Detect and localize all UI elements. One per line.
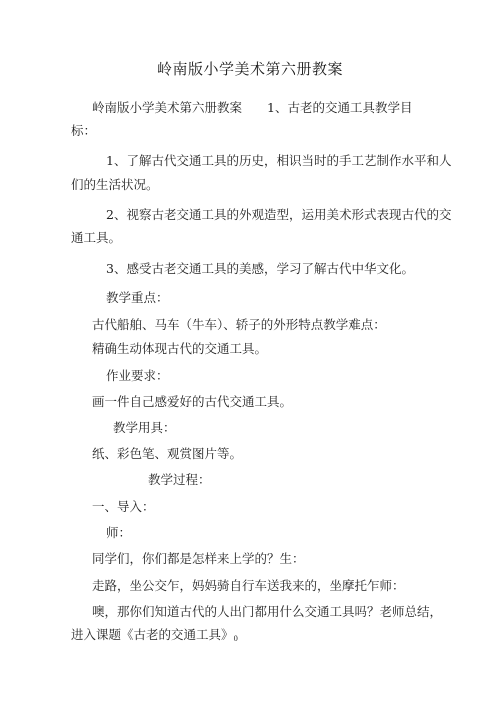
paragraph-line: 们的生活状况。	[71, 177, 159, 192]
section-heading: 作业要求：	[106, 368, 169, 383]
trailing-mark: 0	[233, 635, 238, 643]
section-heading: 教学重点：	[106, 290, 169, 305]
paragraph-line: 3、感受古老交通工具的美感，学习了解古代中华文化。	[106, 261, 414, 276]
paragraph-line: 标：	[71, 123, 97, 138]
section-heading: 教学过程：	[148, 472, 211, 487]
paragraph-line: 2、视察古老交通工具的外观造型，运用美术形式表现古代的交	[106, 207, 452, 222]
paragraph-line: 师：	[106, 525, 132, 540]
section-heading: 教学用具：	[113, 420, 176, 435]
paragraph-line: 精确生动体现古代的交通工具。	[92, 341, 268, 356]
paragraph-line: 通工具。	[71, 230, 122, 245]
paragraph-line-text: 进入课题《古老的交通工具》	[71, 627, 234, 642]
paragraph-line: 岭南版小学美术第六册教案 1、古老的交通工具教学目	[92, 100, 413, 115]
paragraph-line: 古代船舶、马车（牛车）、轿子的外形特点教学难点：	[92, 317, 386, 332]
paragraph-line: 画一件自己感爱好的古代交通工具。	[92, 394, 293, 409]
paragraph-line: 同学们，你们都是怎样来上学的？生：	[92, 551, 305, 566]
paragraph-line: 噢，那你们知道古代的人出门都用什么交通工具吗？老师总结，	[92, 604, 443, 619]
paragraph-line: 走路，坐公交乍，妈妈骑自行车送我来的，坐摩托乍师：	[92, 578, 405, 593]
paragraph-line	[71, 627, 238, 647]
paragraph-line: 1、了解古代交通工具的历史，相识当时的手工艺制作水平和人	[106, 153, 452, 168]
section-heading: 一、导入：	[92, 499, 155, 514]
document-title: 岭南版小学美术第六册教案	[156, 60, 343, 78]
paragraph-line: 纸、彩色笔、观赏图片等。	[92, 446, 243, 461]
